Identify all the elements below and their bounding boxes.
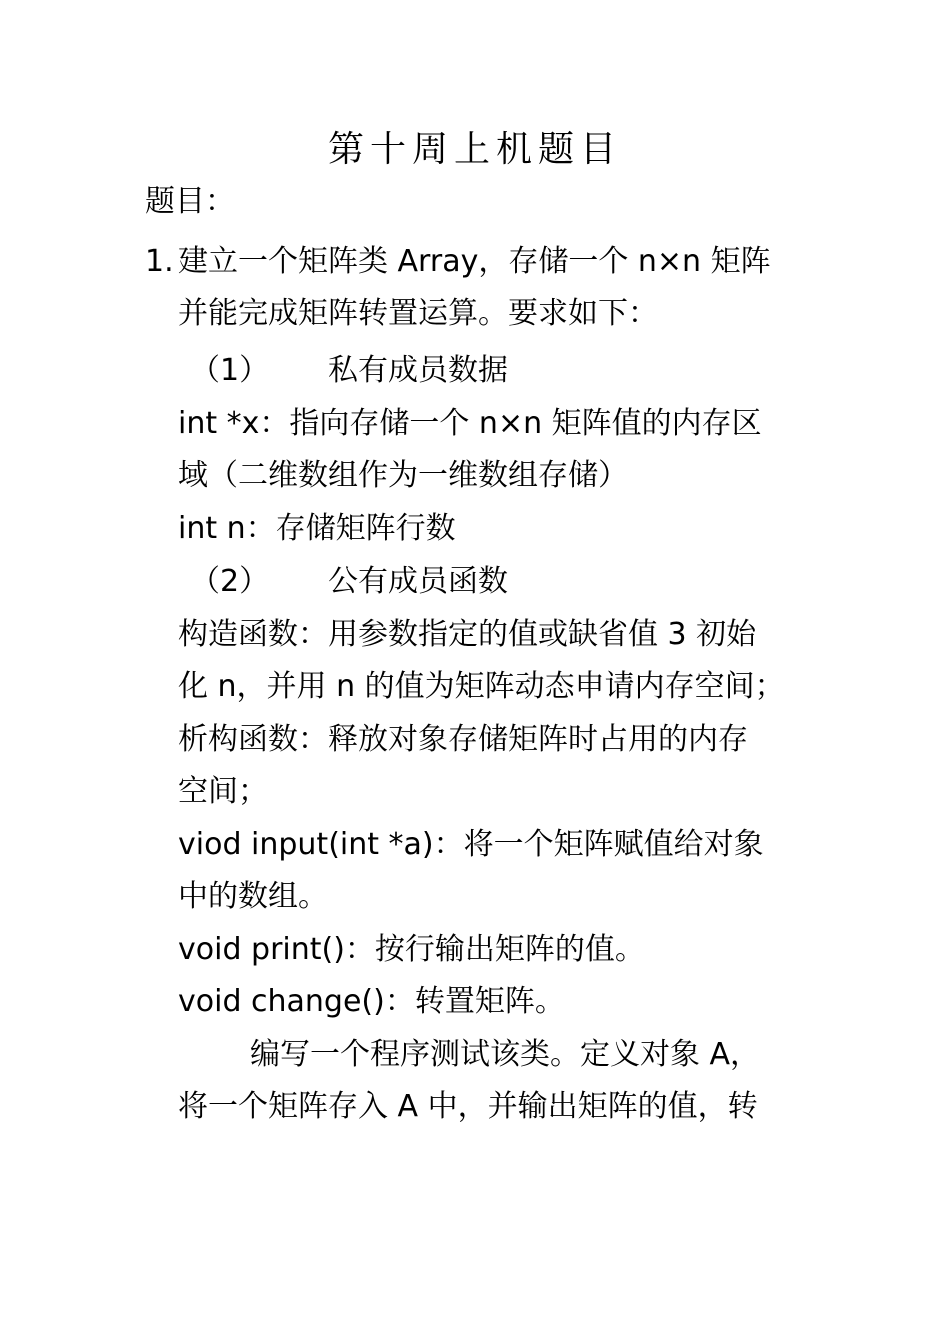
- subsection-number: （2）: [190, 564, 270, 599]
- paragraph-line: void change()：转置矩阵。: [178, 984, 565, 1019]
- paragraph-line: 构造函数：用参数指定的值或缺省值 3 初始: [178, 617, 757, 652]
- page-title: 第十周上机题目: [327, 129, 622, 170]
- section-heading: 题目：: [145, 184, 235, 219]
- subsection-heading: [190, 560, 810, 604]
- paragraph-line: viod input(int *a)：将一个矩阵赋值给对象: [178, 827, 764, 862]
- line-text: 建立一个矩阵类 Array，存储一个 n×n 矩阵: [178, 244, 771, 279]
- paragraph-line: [145, 240, 798, 284]
- paragraph-line: 中的数组。: [178, 879, 328, 914]
- subsection-number: （1）: [190, 353, 270, 388]
- paragraph-line: 化 n，并用 n 的值为矩阵动态申请内存空间；: [178, 669, 785, 704]
- paragraph-line: 域（二维数组作为一维数组存储）: [178, 458, 628, 493]
- subsection-heading: [190, 349, 810, 393]
- paragraph-line: 析构函数：释放对象存储矩阵时占用的内存: [178, 722, 748, 757]
- item-number: 1.: [145, 244, 174, 279]
- paragraph-line: int n：存储矩阵行数: [178, 511, 456, 546]
- subsection-label: 私有成员数据: [328, 353, 508, 388]
- paragraph-line: 并能完成矩阵转置运算。要求如下：: [178, 296, 658, 331]
- paragraph-line: 编写一个程序测试该类。定义对象 A，: [250, 1037, 761, 1072]
- paragraph-line: 将一个矩阵存入 A 中，并输出矩阵的值，转: [178, 1089, 758, 1124]
- paragraph-line: int *x：指向存储一个 n×n 矩阵值的内存区: [178, 406, 762, 441]
- subsection-label: 公有成员函数: [328, 564, 508, 599]
- paragraph-line: void print()：按行输出矩阵的值。: [178, 932, 645, 967]
- paragraph-line: 空间；: [178, 774, 268, 809]
